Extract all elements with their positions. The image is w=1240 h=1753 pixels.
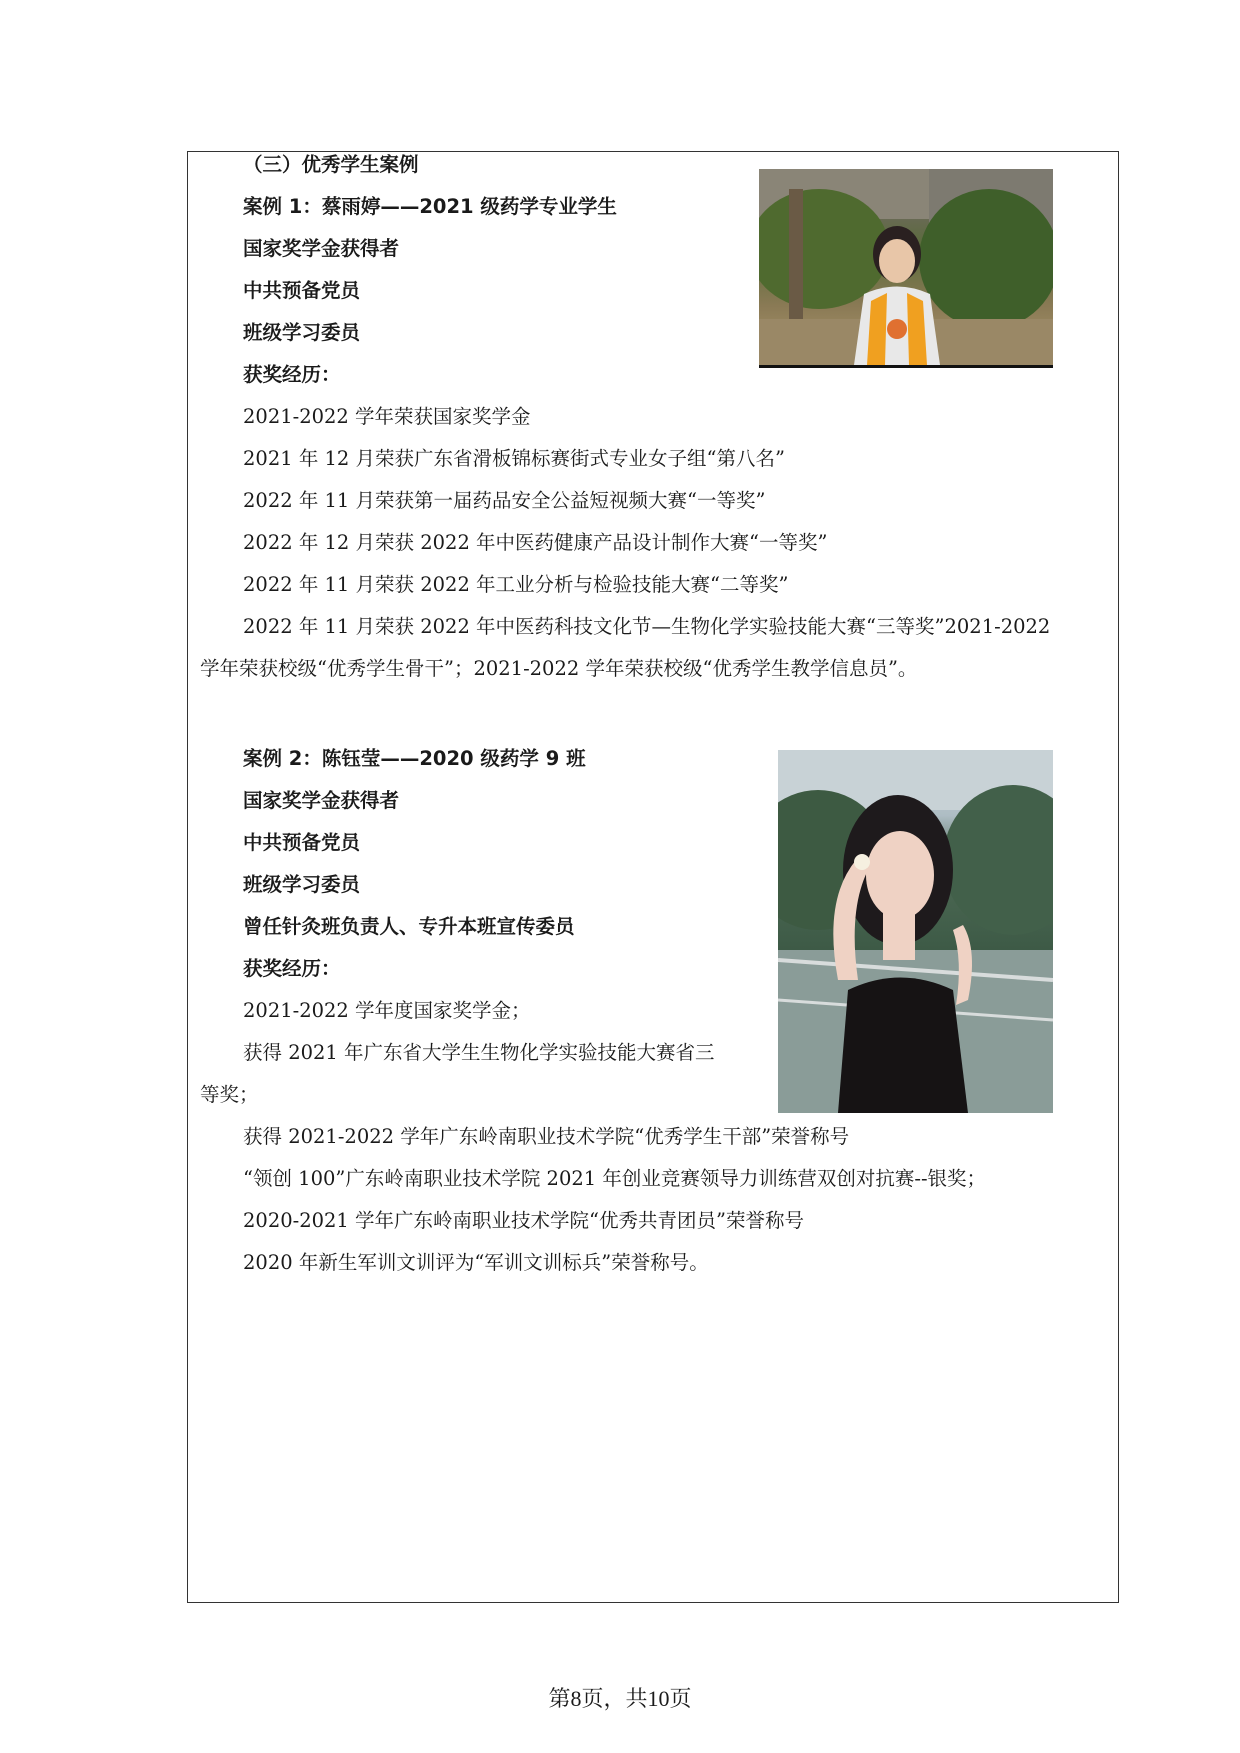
- case2-award: 等奖；: [200, 1083, 259, 1106]
- case2-award: 获得 2021 年广东省大学生生物化学实验技能大赛省三: [243, 1041, 715, 1064]
- case2-award: 2021-2022 学年度国家奖学金；: [243, 999, 531, 1022]
- case1-award: 2022 年 11 月荣获 2022 年工业分析与检验技能大赛“二等奖”: [243, 573, 789, 596]
- case2-role: 中共预备党员: [243, 831, 361, 854]
- case2-awards-label: 获奖经历：: [243, 957, 341, 980]
- case1-role: 国家奖学金获得者: [243, 237, 400, 260]
- case2-role: 曾任针灸班负责人、专升本班宣传委员: [243, 915, 575, 938]
- case1-award: 2022 年 12 月荣获 2022 年中医药健康产品设计制作大赛“一等奖”: [243, 531, 828, 554]
- case1-role: 班级学习委员: [243, 321, 361, 344]
- case1-award: 2022 年 11 月荣获第一届药品安全公益短视频大赛“一等奖”: [243, 489, 766, 512]
- case2-award: 获得 2021-2022 学年广东岭南职业技术学院“优秀学生干部”荣誉称号: [243, 1125, 850, 1148]
- case2-heading: 案例 2：陈钰莹——2020 级药学 9 班: [243, 747, 586, 770]
- case1-award: 2022 年 11 月荣获 2022 年中医药科技文化节—生物化学实验技能大赛“三等奖”2021-2022: [243, 615, 1051, 638]
- case1-award: 2021-2022 学年荣获国家奖学金: [243, 405, 531, 428]
- case2-award: 2020-2021 学年广东岭南职业技术学院“优秀共青团员”荣誉称号: [243, 1209, 804, 1232]
- section-title: （三）优秀学生案例: [243, 153, 419, 176]
- case2-award: 2020 年新生军训文训评为“军训文训标兵”荣誉称号。: [243, 1251, 709, 1274]
- case1-student-photo: [759, 169, 1053, 368]
- case1-award: 2021 年 12 月荣获广东省滑板锦标赛街式专业女子组“第八名”: [243, 447, 785, 470]
- case2-award: “领创 100”广东岭南职业技术学院 2021 年创业竞赛领导力训练营双创对抗赛--银奖；: [243, 1167, 987, 1190]
- case1-role: 中共预备党员: [243, 279, 361, 302]
- case1-awards-label: 获奖经历：: [243, 363, 341, 386]
- case2-role: 国家奖学金获得者: [243, 789, 400, 812]
- page-footer: 第8页，共10页: [548, 1686, 692, 1711]
- case2-student-photo: [778, 750, 1053, 1113]
- case2-role: 班级学习委员: [243, 873, 361, 896]
- case1-award: 学年荣获校级“优秀学生骨干”；2021-2022 学年荣获校级“优秀学生教学信息员”。: [200, 657, 918, 680]
- case1-heading: 案例 1：蔡雨婷——2021 级药学专业学生: [243, 195, 617, 218]
